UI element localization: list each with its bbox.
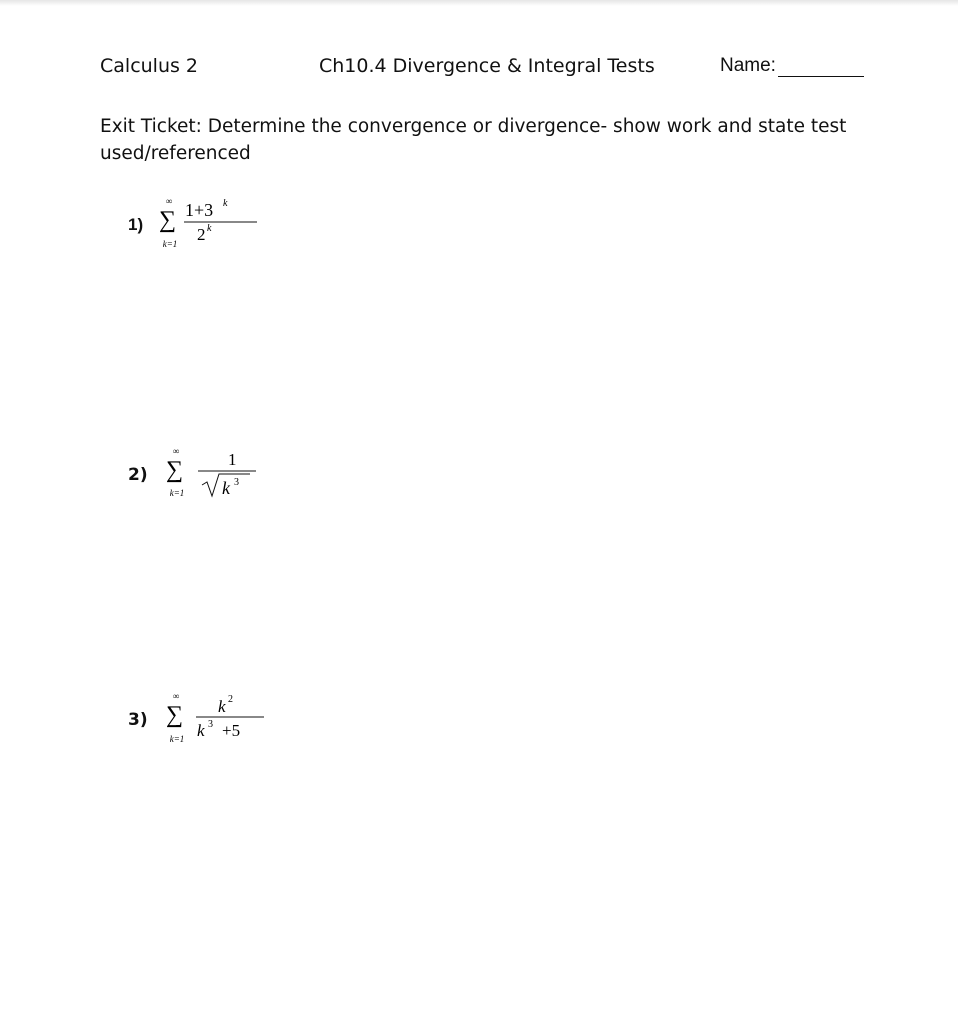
denominator-base: k: [196, 721, 205, 740]
series-expression-1: [157, 195, 267, 255]
worksheet-title: Ch10.4 Divergence & Integral Tests: [319, 55, 655, 77]
numerator-exponent: 2: [227, 694, 233, 705]
series-expression-3: [162, 690, 282, 750]
problem-number: 2): [128, 465, 148, 485]
denominator-exponent: 3: [233, 477, 239, 488]
denominator-base: 2: [197, 225, 206, 244]
upper-limit: ∞: [172, 691, 179, 701]
upper-limit: ∞: [172, 446, 179, 456]
name-blank-line: [778, 60, 864, 77]
lower-limit: k=1: [169, 488, 184, 498]
numerator-base: 1+3: [185, 200, 214, 220]
series-expression-2: [162, 445, 272, 505]
numerator-exponent: k: [223, 198, 228, 209]
problem-1: [128, 195, 267, 255]
name-label: Name:: [720, 55, 776, 76]
numerator: 1: [227, 450, 237, 469]
denominator-base: k: [221, 478, 230, 498]
sigma-symbol: ∑: [159, 207, 177, 233]
lower-limit: k=1: [162, 239, 178, 249]
problem-number: 1): [128, 215, 144, 234]
denominator-tail: +5: [221, 721, 240, 740]
lower-limit: k=1: [169, 734, 184, 744]
sigma-symbol: ∑: [165, 702, 183, 728]
course-label: Calculus 2: [100, 55, 199, 77]
sigma-symbol: ∑: [165, 457, 183, 483]
denominator-exponent: k: [207, 223, 212, 234]
upper-limit: ∞: [165, 196, 173, 206]
numerator-base: k: [217, 697, 226, 716]
problem-3: [128, 690, 282, 750]
problem-2: [128, 445, 272, 505]
instructions-text: Exit Ticket: Determine the convergence or divergence- show work and state test used/referenced: [100, 116, 847, 164]
problem-number: 3): [128, 710, 148, 730]
name-field: [720, 55, 864, 77]
denominator-exponent: 3: [207, 719, 213, 730]
